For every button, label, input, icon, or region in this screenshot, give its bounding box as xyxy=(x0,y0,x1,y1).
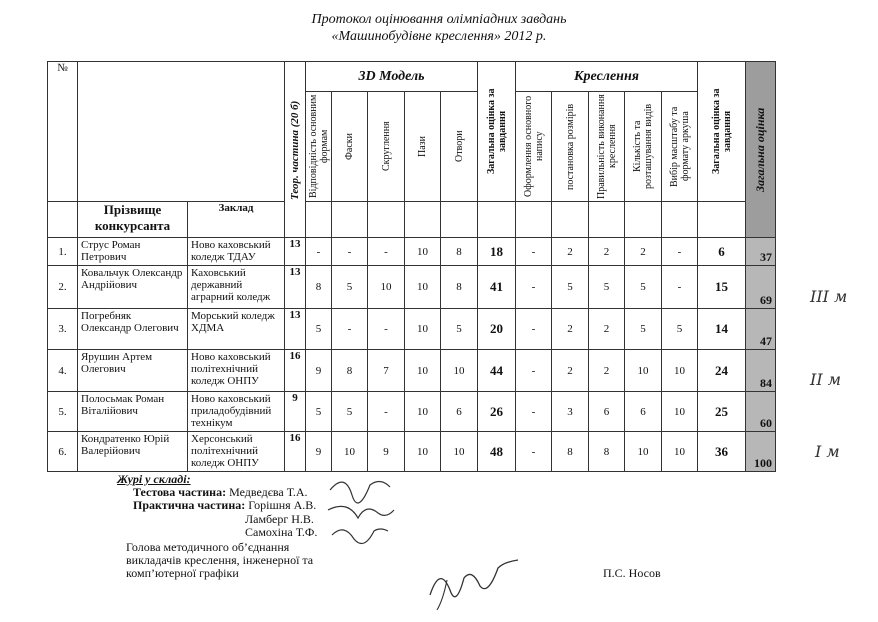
model-score: - xyxy=(368,309,405,350)
draw-col-header: Правильність виконання креслення xyxy=(589,92,625,202)
grand-total: 47 xyxy=(746,309,776,350)
model-col-header: Отвори xyxy=(441,92,478,202)
model-col-header: Відповідність основним формам xyxy=(306,92,332,202)
model-total: 18 xyxy=(478,238,516,266)
draw-score: 5 xyxy=(662,309,698,350)
model-score: 10 xyxy=(405,309,441,350)
model-score: 10 xyxy=(405,432,441,472)
table-row xyxy=(48,266,776,309)
model-score: 7 xyxy=(368,350,405,392)
blank-cell xyxy=(625,202,662,238)
draw-total-header: Загальна оцінка за завдання xyxy=(698,62,746,202)
row-num: 5. xyxy=(48,392,78,432)
model-col-header: Скруглення xyxy=(368,92,405,202)
row-num: 4. xyxy=(48,350,78,392)
draw-score: - xyxy=(516,266,552,309)
contestant-name: Ковальчук Олександр Андрійович xyxy=(78,266,188,309)
institution: Херсонський політехнічний коледж ОНПУ xyxy=(188,432,285,472)
grand-total: 60 xyxy=(746,392,776,432)
table-row xyxy=(48,432,776,472)
blank-cell xyxy=(589,202,625,238)
model-total: 48 xyxy=(478,432,516,472)
row-num: 6. xyxy=(48,432,78,472)
draw-score: - xyxy=(516,309,552,350)
model-score: 10 xyxy=(405,392,441,432)
draw-score: 6 xyxy=(625,392,662,432)
blank-cell xyxy=(368,202,405,238)
draw-score: - xyxy=(516,432,552,472)
blank-cell xyxy=(698,202,746,238)
draw-score: 5 xyxy=(589,266,625,309)
draw-score: 10 xyxy=(662,392,698,432)
teor-score: 16 xyxy=(285,432,306,472)
row-num: 1. xyxy=(48,238,78,266)
model-score: 9 xyxy=(306,432,332,472)
draw-score: - xyxy=(662,266,698,309)
model-score: 10 xyxy=(441,432,478,472)
draw-score: 2 xyxy=(552,238,589,266)
teor-score: 16 xyxy=(285,350,306,392)
model-score: - xyxy=(332,238,368,266)
draw-score: 2 xyxy=(589,309,625,350)
protocol-title: Протокол оцінювання олімпіадних завдань xyxy=(311,12,567,27)
draw-score: 10 xyxy=(625,350,662,392)
draw-col-header: постановка розмірів xyxy=(552,92,589,202)
num-header: № xyxy=(48,62,78,202)
table-row xyxy=(48,392,776,432)
model-score: - xyxy=(368,238,405,266)
blank-cell xyxy=(552,202,589,238)
draw-col-header: Вибір масштабу та формату аркуша xyxy=(662,92,698,202)
head-title-2: викладачів креслення, інженерної та xyxy=(126,553,314,567)
jury-prac-name: Самохіна Т.Ф. xyxy=(245,525,318,539)
grand-total: 37 xyxy=(746,238,776,266)
place-mark-3: III м xyxy=(810,287,848,306)
model-score: 10 xyxy=(405,238,441,266)
head-signature xyxy=(425,555,525,615)
institution: Ново каховський коледж ТДАУ xyxy=(188,238,285,266)
draw-score: 2 xyxy=(589,350,625,392)
contestant-name: Полосьмак Роман Віталійович xyxy=(78,392,188,432)
protocol-subtitle: «Машинобудівне креслення» 2012 р. xyxy=(331,29,547,44)
draw-score: 2 xyxy=(589,238,625,266)
model-score: 8 xyxy=(441,266,478,309)
model-score: 6 xyxy=(441,392,478,432)
model-score: 10 xyxy=(332,432,368,472)
model-col-header: Пази xyxy=(405,92,441,202)
draw-score: 2 xyxy=(625,238,662,266)
draw-col-header: Кількість та розташування видів xyxy=(625,92,662,202)
draw-score: - xyxy=(516,392,552,432)
teor-score: 13 xyxy=(285,266,306,309)
institution: Морський коледж ХДМА xyxy=(188,309,285,350)
blank-cell xyxy=(332,202,368,238)
model-score: - xyxy=(368,392,405,432)
model-score: 9 xyxy=(368,432,405,472)
model-col-header: Фаски xyxy=(332,92,368,202)
model-score: 5 xyxy=(306,309,332,350)
jury-prac-label: Практична частина: xyxy=(133,498,246,512)
draw-score: 3 xyxy=(552,392,589,432)
model-score: 9 xyxy=(306,350,332,392)
model-total: 26 xyxy=(478,392,516,432)
model-score: 8 xyxy=(306,266,332,309)
teor-score: 13 xyxy=(285,309,306,350)
model-total: 20 xyxy=(478,309,516,350)
teor-score: 9 xyxy=(285,392,306,432)
model-score: 10 xyxy=(368,266,405,309)
draw-score: - xyxy=(516,350,552,392)
name-header: Прізвище конкурсанта xyxy=(78,202,188,238)
draw-group-header: Креслення xyxy=(516,62,698,92)
grand-total: 100 xyxy=(746,432,776,472)
draw-total: 6 xyxy=(698,238,746,266)
contestant-name: Ярушин Артем Олегович xyxy=(78,350,188,392)
model-score: - xyxy=(332,309,368,350)
jury-prac-name: Ламберг Н.В. xyxy=(245,512,314,526)
draw-score: 5 xyxy=(625,309,662,350)
table-row xyxy=(48,238,776,266)
head-title-3: комп’ютерної графіки xyxy=(126,566,239,580)
head-name: П.С. Носов xyxy=(603,566,661,580)
draw-score: 10 xyxy=(662,432,698,472)
model-score: - xyxy=(306,238,332,266)
model-total: 41 xyxy=(478,266,516,309)
draw-score: 5 xyxy=(552,266,589,309)
inst-header: Заклад xyxy=(188,202,285,238)
blank-cell xyxy=(478,202,516,238)
model-score: 8 xyxy=(332,350,368,392)
model-score: 8 xyxy=(441,238,478,266)
blank-cell xyxy=(405,202,441,238)
place-mark-2: II м xyxy=(810,370,841,389)
draw-col-header: Оформлення основного напису xyxy=(516,92,552,202)
teor-score: 13 xyxy=(285,238,306,266)
draw-score: 6 xyxy=(589,392,625,432)
model-score: 10 xyxy=(405,266,441,309)
head-title-1: Голова методичного об’єднання xyxy=(126,540,290,554)
model-score: 10 xyxy=(441,350,478,392)
model-total-header: Загальна оцінка за завдання xyxy=(478,62,516,202)
draw-score: - xyxy=(516,238,552,266)
draw-score: 2 xyxy=(552,309,589,350)
model-total: 44 xyxy=(478,350,516,392)
draw-total: 36 xyxy=(698,432,746,472)
model-score: 10 xyxy=(405,350,441,392)
model-score: 5 xyxy=(332,392,368,432)
draw-score: 10 xyxy=(662,350,698,392)
draw-total: 15 xyxy=(698,266,746,309)
jury-test-label: Тестова частина: xyxy=(133,485,227,499)
blank-cell xyxy=(662,202,698,238)
institution: Ново каховський політехнічний коледж ОНПУ xyxy=(188,350,285,392)
jury-heading: Журі у складі: xyxy=(117,472,191,486)
contestant-name: Погребняк Олександр Олегович xyxy=(78,309,188,350)
contestant-name: Кондратенко Юрій Валерійович xyxy=(78,432,188,472)
blank-header xyxy=(78,62,285,202)
draw-score: 2 xyxy=(552,350,589,392)
grand-total: 69 xyxy=(746,266,776,309)
jury-signatures xyxy=(320,475,400,555)
grand-total-header: Загальна оцінка xyxy=(746,62,776,238)
teor-header: Теор. частина (20 б) xyxy=(285,62,306,238)
blank-cell xyxy=(48,202,78,238)
results-table xyxy=(47,61,776,472)
draw-total: 24 xyxy=(698,350,746,392)
draw-score: 8 xyxy=(552,432,589,472)
draw-total: 25 xyxy=(698,392,746,432)
draw-score: - xyxy=(662,238,698,266)
jury-prac-line xyxy=(133,499,316,512)
row-num: 3. xyxy=(48,309,78,350)
contestant-name: Струс Роман Петрович xyxy=(78,238,188,266)
model-score: 5 xyxy=(441,309,478,350)
institution: Ново каховський приладобудівний технікум xyxy=(188,392,285,432)
blank-cell xyxy=(441,202,478,238)
jury-prac-name: Горішня А.В. xyxy=(248,498,317,512)
draw-score: 5 xyxy=(625,266,662,309)
draw-score: 8 xyxy=(589,432,625,472)
draw-total: 14 xyxy=(698,309,746,350)
model-group-header: 3D Модель xyxy=(306,62,478,92)
model-score: 5 xyxy=(306,392,332,432)
model-score: 5 xyxy=(332,266,368,309)
grand-total: 84 xyxy=(746,350,776,392)
table-row xyxy=(48,309,776,350)
blank-cell xyxy=(306,202,332,238)
jury-test-name: Медведєва Т.А. xyxy=(229,485,308,499)
place-mark-1: I м xyxy=(815,442,840,461)
row-num: 2. xyxy=(48,266,78,309)
table-row xyxy=(48,350,776,392)
blank-cell xyxy=(516,202,552,238)
draw-score: 10 xyxy=(625,432,662,472)
institution: Каховський державний аграрний коледж xyxy=(188,266,285,309)
